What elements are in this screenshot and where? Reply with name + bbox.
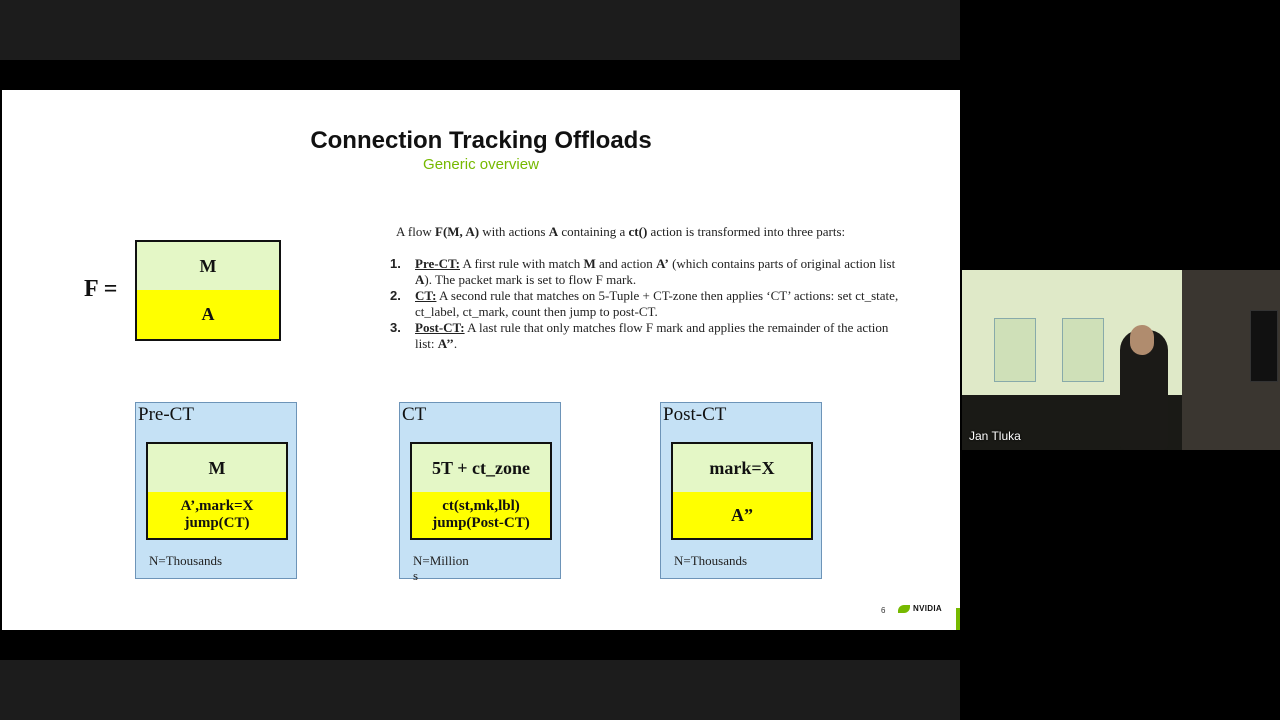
rule-action-line: jump(Post-CT) — [432, 515, 530, 531]
flow-label: F = — [84, 276, 118, 302]
rule-count — [413, 553, 469, 583]
step-term: Post-CT: — [415, 320, 465, 335]
intro-text — [396, 224, 845, 240]
step-bold: A’’ — [437, 336, 454, 351]
rule-count-line: N=Thousands — [149, 553, 223, 568]
panel-title: Pre-CT — [138, 404, 194, 425]
intro-bold: A — [548, 224, 559, 239]
nvidia-logo — [898, 604, 942, 613]
rule-action-cell — [412, 492, 550, 538]
step-text: A first rule with match — [460, 256, 584, 271]
rule-box — [410, 442, 552, 540]
rule-action-cell — [148, 492, 286, 538]
ct-panel — [399, 402, 561, 583]
speaker-camera-feed — [962, 270, 1280, 450]
step-bold: M — [583, 256, 596, 271]
logo-wordmark: NVIDIA — [913, 604, 942, 613]
rule-count-line: s — [413, 568, 419, 583]
intro-part: with actions — [479, 224, 549, 239]
step-item — [390, 256, 900, 288]
step-text: . — [453, 336, 458, 351]
step-term: CT: — [415, 288, 437, 303]
bottom-letterbox — [0, 660, 960, 720]
intro-part: action is transformed into three parts: — [647, 224, 846, 239]
step-item — [390, 320, 900, 352]
rule-action-cell — [673, 492, 811, 538]
camera-slide-panel — [1062, 318, 1104, 382]
flow-action-cell: A — [137, 290, 279, 339]
step-number: 1. — [390, 256, 401, 271]
slide-subtitle: Generic overview — [423, 156, 539, 173]
flow-match-cell: M — [137, 242, 279, 290]
rule-count-line: N=Million — [413, 553, 469, 568]
flow-box — [135, 240, 281, 341]
rule-action-line: A’,mark=X — [180, 498, 254, 514]
rule-count-line: N=Thousands — [674, 553, 748, 568]
intro-part: A flow — [396, 224, 435, 239]
top-letterbox — [0, 0, 960, 60]
rule-action-line: A” — [731, 504, 753, 525]
presentation-slide — [2, 90, 960, 630]
step-text: (which contains parts of original action list — [668, 256, 896, 271]
camera-slide-panel — [994, 318, 1036, 382]
step-text: ). The packet mark is set to flow F mark. — [424, 272, 637, 287]
page-number: 6 — [881, 606, 886, 615]
rule-action-line: ct(st,mk,lbl) — [442, 498, 520, 514]
rule-count — [149, 553, 222, 568]
step-number: 2. — [390, 288, 401, 303]
panel-title: Post-CT — [663, 404, 727, 425]
step-item — [390, 288, 900, 320]
rule-action-line: jump(CT) — [184, 515, 250, 531]
step-text: and action — [595, 256, 657, 271]
rule-count — [674, 553, 747, 568]
camera-presenter-head — [1130, 325, 1154, 355]
rule-match-cell: M — [148, 444, 286, 492]
camera-loudspeaker — [1250, 310, 1278, 382]
steps-list — [390, 256, 900, 352]
nvidia-eye-icon — [898, 605, 910, 613]
rule-box — [671, 442, 813, 540]
step-bold: A — [415, 272, 425, 287]
rule-match-cell: 5T + ct_zone — [412, 444, 550, 492]
step-number: 3. — [390, 320, 401, 335]
speaker-name: Jan Tluka — [969, 429, 1021, 443]
post-ct-panel — [660, 402, 822, 579]
slide-accent-bar — [956, 608, 960, 630]
step-text: A last rule that only matches flow F mark and applies the remainder of the action list: — [415, 320, 889, 351]
rule-match-cell: mark=X — [673, 444, 811, 492]
intro-bold: F(M, A) — [435, 224, 480, 239]
intro-bold: ct() — [628, 224, 648, 239]
intro-part: containing a — [558, 224, 629, 239]
step-term: Pre-CT: — [415, 256, 460, 271]
slide-title: Connection Tracking Offloads — [310, 127, 652, 154]
step-bold: A’ — [656, 256, 669, 271]
panel-title: CT — [402, 404, 427, 425]
rule-box — [146, 442, 288, 540]
pre-ct-panel — [135, 402, 297, 579]
step-text: A second rule that matches on 5-Tuple + CT-zone then applies ‘CT’ actions: set ct_state, ct_label, ct_mark, count then jump to post-CT. — [415, 288, 899, 319]
